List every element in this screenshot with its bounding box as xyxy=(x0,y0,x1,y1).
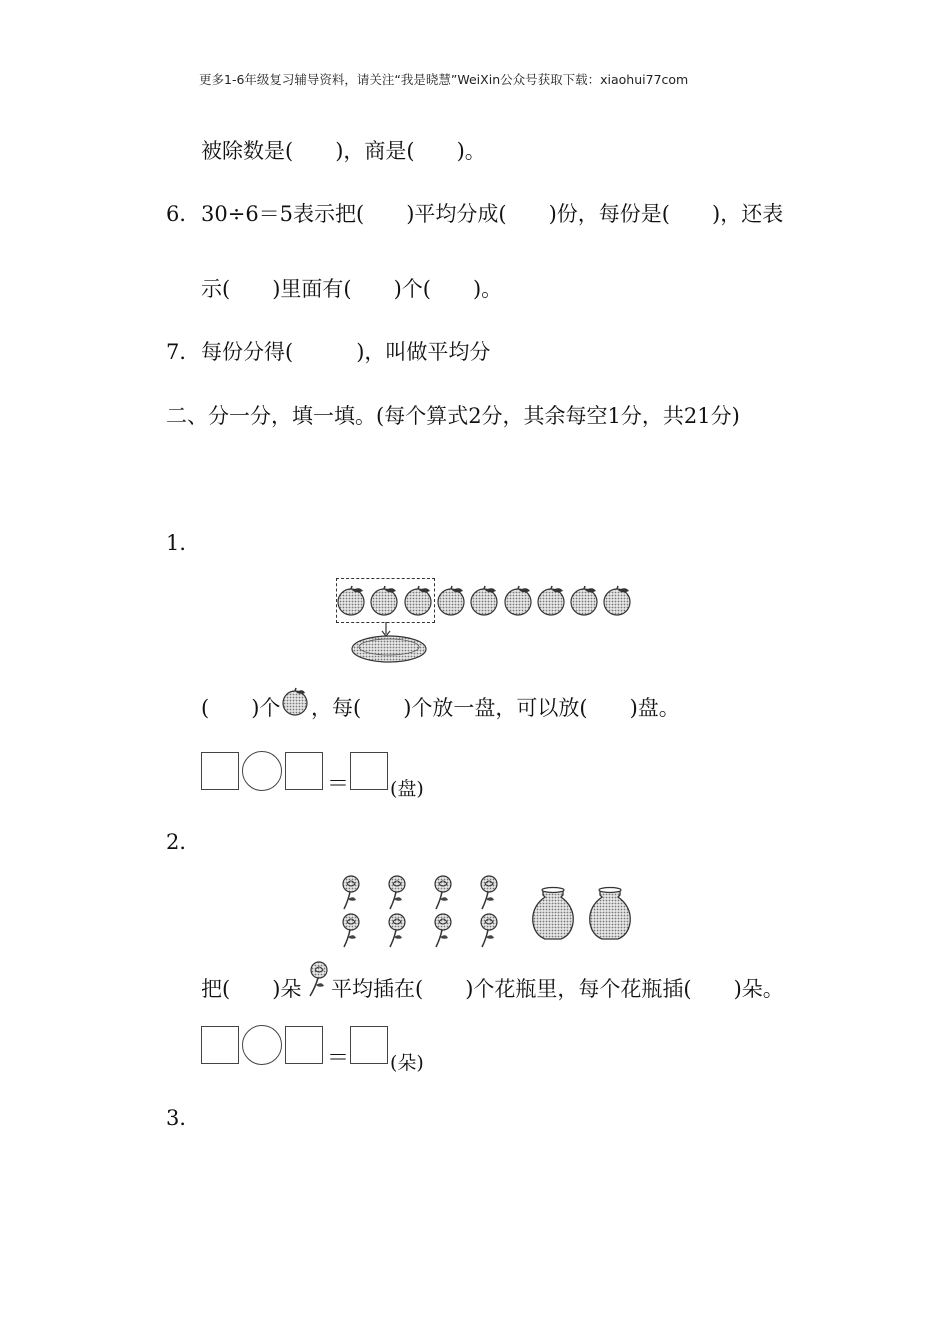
equals-sign: ＝ xyxy=(327,1046,350,1071)
answer-box[interactable] xyxy=(350,1026,388,1064)
operator-circle[interactable] xyxy=(242,1025,282,1065)
rose-icon xyxy=(474,875,502,911)
question-6-number: 6． xyxy=(166,202,201,226)
apple-icon xyxy=(436,585,468,617)
answer-box[interactable] xyxy=(285,1026,323,1064)
problem-1-number: 1． xyxy=(166,531,201,555)
rose-icon xyxy=(474,913,502,949)
plate-icon xyxy=(350,634,430,664)
apple-icon xyxy=(369,585,401,617)
equals-sign: ＝ xyxy=(327,772,350,797)
problem-3-number: 3． xyxy=(166,1106,201,1130)
question-6-line1: 30÷6＝5表示把( )平均分成( )份，每份是( )，还表 xyxy=(201,202,784,226)
unit-label: (朵) xyxy=(390,1052,424,1074)
rose-icon xyxy=(382,913,410,949)
question-7-number: 7． xyxy=(166,340,201,364)
question-5-continued: 被除数是( )，商是( )。 xyxy=(201,139,486,163)
answer-box[interactable] xyxy=(201,752,239,790)
apple-icon xyxy=(336,585,368,617)
rose-icon xyxy=(428,913,456,949)
problem-1-sentence-start: ( )个 xyxy=(201,696,281,720)
rose-icon xyxy=(428,875,456,911)
vase-icon xyxy=(527,887,579,941)
page-header: 更多1-6年级复习辅导资料，请关注“我是晓慧”WeiXin公众号获取下载：xiaohui77com xyxy=(199,72,689,87)
section-2-title: 二、分一分，填一填。(每个算式2分，其余每空1分，共21分) xyxy=(166,404,740,428)
problem-2-sentence-start: 把( )朵 xyxy=(201,977,302,1001)
problem-1-sentence-end: ，每( )个放一盘，可以放( )盘。 xyxy=(311,696,680,720)
apple-icon xyxy=(536,585,568,617)
rose-icon xyxy=(382,875,410,911)
problem-2-number: 2． xyxy=(166,830,201,854)
rose-icon xyxy=(336,913,364,949)
answer-box[interactable] xyxy=(201,1026,239,1064)
apple-icon xyxy=(503,585,535,617)
apple-icon xyxy=(280,687,310,717)
rose-icon xyxy=(305,961,331,999)
answer-box[interactable] xyxy=(285,752,323,790)
apple-icon xyxy=(403,585,435,617)
apple-icon xyxy=(469,585,501,617)
apple-icon xyxy=(569,585,601,617)
operator-circle[interactable] xyxy=(242,751,282,791)
problem-2-sentence-end: 平均插在( )个花瓶里，每个花瓶插( )朵。 xyxy=(331,977,784,1001)
question-7-text: 每份分得( )，叫做平均分 xyxy=(201,340,491,364)
apple-icon xyxy=(602,585,634,617)
answer-box[interactable] xyxy=(350,752,388,790)
unit-label: (盘) xyxy=(390,778,424,800)
vase-icon xyxy=(584,887,636,941)
rose-icon xyxy=(336,875,364,911)
question-6-line2: 示( )里面有( )个( )。 xyxy=(201,277,503,301)
